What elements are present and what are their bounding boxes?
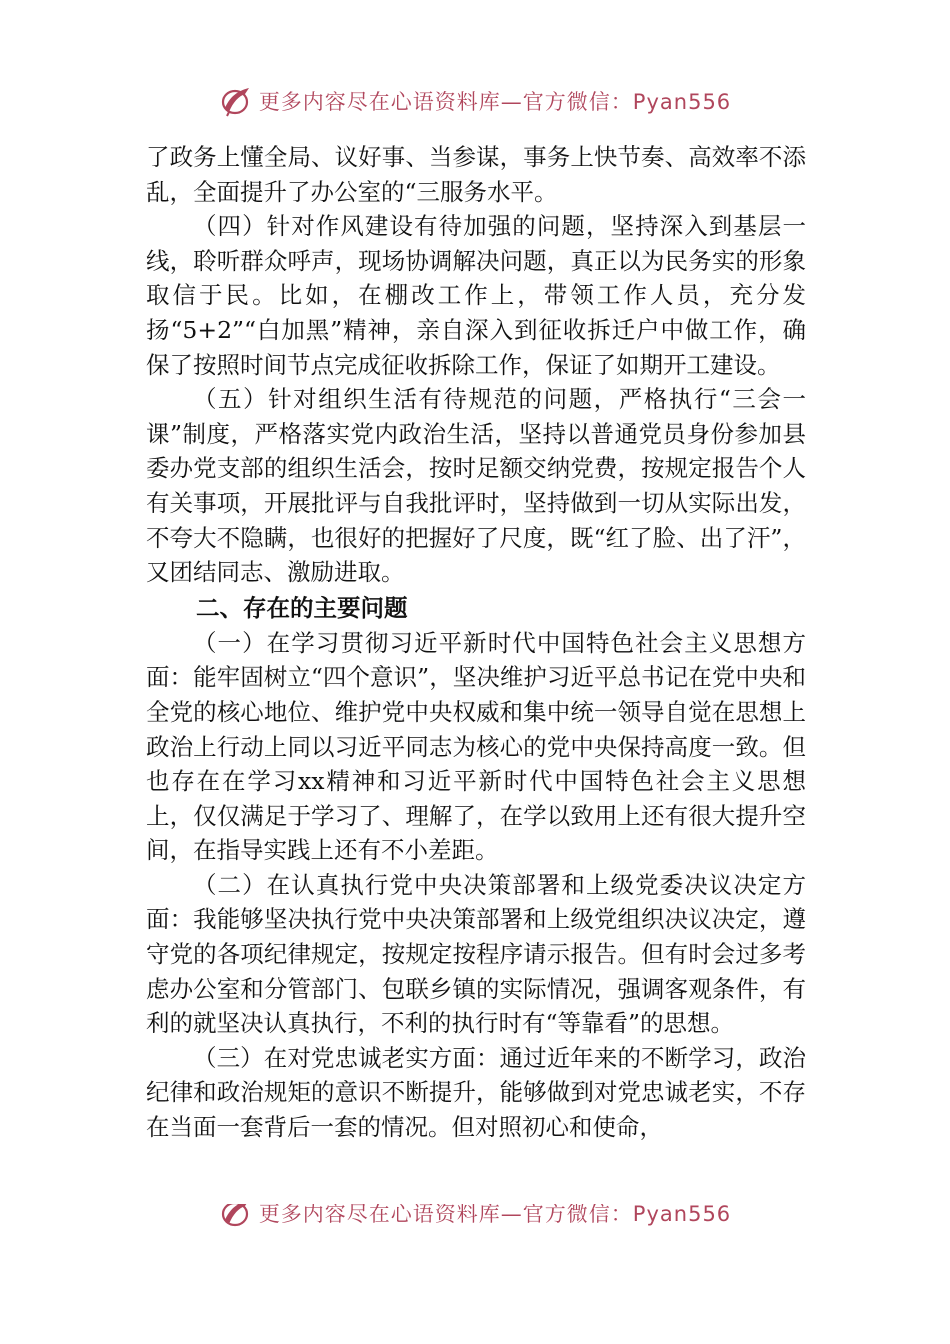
watermark-text: 更多内容尽在心语资料库—官方微信：Pyan556 (258, 90, 732, 114)
pen-swirl-logo-icon (219, 84, 253, 118)
paragraph-issue-1: （一）在学习贯彻习近平新时代中国特色社会主义思想方面：能牢固树立“四个意识”，坚决维护习近平总书记在党中央和全党的核心地位、维护党中央权威和集中统一领导自觉在思想上政治上行动上同以习近平同志为核心的党中央保持高度一致。但也存在在学习xx精神和习近平新时代中国特色社会主义思想上，仅仅满足于学习了、理解了，在学以致用上还有很大提升空间，在指导实践上还有不小差距。 (146, 628, 806, 865)
paragraph-issue-3: （三）在对党忠诚老实方面：通过近年来的不断学习，政治纪律和政治规矩的意识不断提升，能够做到对党忠诚老实，不存在当面一套背后一套的情况。但对照初心和使命， (146, 1043, 806, 1142)
watermark-header (0, 83, 950, 119)
watermark-footer (0, 1204, 950, 1238)
paragraph-continuation: 了政务上懂全局、议好事、当参谋，事务上快节奏、高效率不添乱，全面提升了办公室的“三服务水平。 (146, 143, 806, 206)
paragraph-item-5: （五）针对组织生活有待规范的问题，严格执行“三会一课”制度，严格落实党内政治生活，坚持以普通党员身份参加县委办党支部的组织生活会，按时足额交纳党费，按规定报告个人有关事项，开展批评与自我批评时，坚持做到一切从实际出发，不夸大不隐瞒，也很好的把握好了尺度，既“红了脸、出了汗”，又团结同志、激励进取。 (146, 385, 806, 587)
document-body (146, 140, 806, 1145)
pen-swirl-logo-icon (219, 1204, 253, 1230)
watermark-text-footer: 更多内容尽在心语资料库—官方微信：Pyan556 (258, 1204, 732, 1226)
section-heading: 二、存在的主要问题 (196, 593, 408, 622)
paragraph-issue-2: （二）在认真执行党中央决策部署和上级党委决议决定方面：我能够坚决执行党中央决策部署和上级党组织决议决定，遵守党的各项纪律规定，按规定按程序请示报告。但有时会过多考虑办公室和分管部门、包联乡镇的实际情况，强调客观条件，有利的就坚决认真执行，不利的执行时有“等靠看”的思想。 (146, 870, 806, 1038)
paragraph-item-4: （四）针对作风建设有待加强的问题，坚持深入到基层一线，聆听群众呼声，现场协调解决问题，真正以为民务实的形象取信于民。比如，在棚改工作上，带领工作人员，充分发扬“5+2”“白加黑”精神，亲自深入到征收拆迁户中做工作，确保了按照时间节点完成征收拆除工作，保证了如期开工建设。 (146, 212, 806, 379)
